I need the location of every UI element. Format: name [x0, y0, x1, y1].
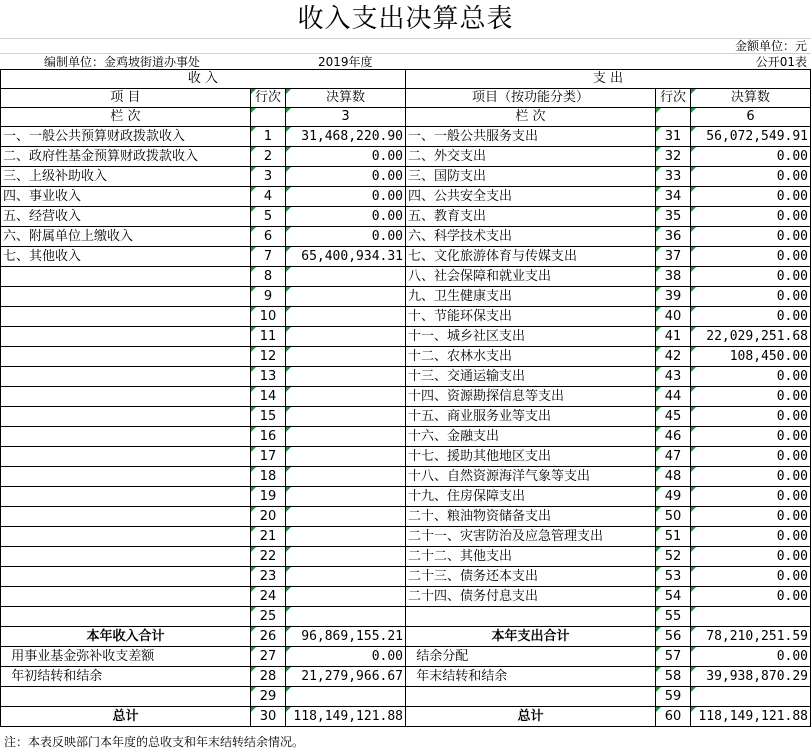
col-header-item: 项 目 [1, 89, 251, 108]
expense-item: 年末结转和结余 [406, 667, 656, 687]
income-amount [286, 347, 406, 367]
income-line-no: 21 [251, 527, 286, 547]
col-header-exp-line: 行次 [656, 89, 691, 108]
col-header-exp-amount: 决算数 [691, 89, 811, 108]
expense-amount: 0.00 [691, 447, 811, 467]
table-row [1, 167, 811, 187]
income-item: 二、政府性基金预算财政拨款收入 [1, 147, 251, 167]
expense-line-no: 45 [656, 407, 691, 427]
expense-amount: 0.00 [691, 227, 811, 247]
income-line-no: 5 [251, 207, 286, 227]
summary-row [1, 627, 811, 647]
expense-item: 结余分配 [406, 647, 656, 667]
expense-line-no: 38 [656, 267, 691, 287]
column-row-exp-col: 6 [691, 108, 811, 127]
income-amount: 0.00 [286, 207, 406, 227]
expense-amount: 0.00 [691, 207, 811, 227]
expense-amount: 0.00 [691, 167, 811, 187]
expense-line-no: 31 [656, 127, 691, 147]
table-row [1, 327, 811, 347]
income-item: 年初结转和结余 [1, 667, 251, 687]
table-row [1, 527, 811, 547]
income-amount [286, 287, 406, 307]
expense-amount: 0.00 [691, 507, 811, 527]
expense-amount: 0.00 [691, 267, 811, 287]
expense-line-no: 50 [656, 507, 691, 527]
expense-amount: 118,149,121.88 [691, 707, 811, 727]
expense-amount: 0.00 [691, 527, 811, 547]
income-amount: 65,400,934.31 [286, 247, 406, 267]
expense-line-no: 33 [656, 167, 691, 187]
expense-amount: 0.00 [691, 567, 811, 587]
expense-item: 本年支出合计 [406, 627, 656, 647]
expense-line-no: 44 [656, 387, 691, 407]
expense-item: 八、社会保障和就业支出 [406, 267, 656, 287]
expense-item: 十七、援助其他地区支出 [406, 447, 656, 467]
income-item: 本年收入合计 [1, 627, 251, 647]
col-header-amount: 决算数 [286, 89, 406, 108]
table-row [1, 487, 811, 507]
summary-row [1, 647, 811, 667]
income-amount: 96,869,155.21 [286, 627, 406, 647]
expense-amount: 0.00 [691, 407, 811, 427]
income-amount [286, 567, 406, 587]
income-item [1, 307, 251, 327]
income-line-no: 23 [251, 567, 286, 587]
expense-line-no: 51 [656, 527, 691, 547]
income-line-no: 19 [251, 487, 286, 507]
income-amount [286, 487, 406, 507]
table-row [1, 427, 811, 447]
income-amount [286, 547, 406, 567]
expense-item: 二十、粮油物资储备支出 [406, 507, 656, 527]
expense-amount [691, 687, 811, 707]
expense-amount: 0.00 [691, 387, 811, 407]
income-line-no: 11 [251, 327, 286, 347]
income-amount [286, 587, 406, 607]
expense-line-no: 47 [656, 447, 691, 467]
expense-amount: 108,450.00 [691, 347, 811, 367]
income-amount [286, 367, 406, 387]
expense-line-no: 53 [656, 567, 691, 587]
income-amount: 31,468,220.90 [286, 127, 406, 147]
income-item [1, 507, 251, 527]
income-line-no: 28 [251, 667, 286, 687]
expense-item: 九、卫生健康支出 [406, 287, 656, 307]
expense-item: 十四、资源勘探信息等支出 [406, 387, 656, 407]
income-line-no: 8 [251, 267, 286, 287]
income-amount: 0.00 [286, 227, 406, 247]
income-item: 三、上级补助收入 [1, 167, 251, 187]
income-item [1, 587, 251, 607]
table-row [1, 387, 811, 407]
income-line-no: 17 [251, 447, 286, 467]
income-item [1, 547, 251, 567]
footnote: 注：本表反映部门本年度的总收支和年末结转结余情况。 [4, 735, 305, 749]
table-row [1, 507, 811, 527]
income-line-no: 30 [251, 707, 286, 727]
table-row [1, 247, 811, 267]
expense-amount: 0.00 [691, 147, 811, 167]
income-header: 收 入 [1, 70, 406, 89]
expense-line-no: 54 [656, 587, 691, 607]
expense-amount: 0.00 [691, 547, 811, 567]
expense-line-no: 46 [656, 427, 691, 447]
expense-item: 二十二、其他支出 [406, 547, 656, 567]
income-line-no: 4 [251, 187, 286, 207]
expense-item: 六、科学技术支出 [406, 227, 656, 247]
expense-line-no: 55 [656, 607, 691, 627]
expense-line-no: 48 [656, 467, 691, 487]
table-row [1, 367, 811, 387]
expense-line-no: 52 [656, 547, 691, 567]
expense-amount: 0.00 [691, 287, 811, 307]
income-amount [286, 307, 406, 327]
expense-line-no: 35 [656, 207, 691, 227]
income-amount [286, 387, 406, 407]
income-item [1, 387, 251, 407]
table-row [1, 207, 811, 227]
expense-item: 七、文化旅游体育与传媒支出 [406, 247, 656, 267]
income-item [1, 327, 251, 347]
expense-item: 十八、自然资源海洋气象等支出 [406, 467, 656, 487]
expense-amount: 0.00 [691, 467, 811, 487]
income-amount [286, 507, 406, 527]
income-item: 用事业基金弥补收支差额 [1, 647, 251, 667]
income-expense-table [0, 69, 811, 727]
expense-item: 十九、住房保障支出 [406, 487, 656, 507]
income-line-no: 18 [251, 467, 286, 487]
income-line-no: 3 [251, 167, 286, 187]
table-row [1, 307, 811, 327]
income-line-no: 13 [251, 367, 286, 387]
table-row [1, 287, 811, 307]
income-item [1, 687, 251, 707]
column-row-label: 栏 次 [1, 108, 251, 127]
expense-amount: 0.00 [691, 587, 811, 607]
expense-item: 十一、城乡社区支出 [406, 327, 656, 347]
page-title: 收入支出决算总表 [297, 4, 514, 34]
expense-amount: 0.00 [691, 187, 811, 207]
table-row [1, 547, 811, 567]
income-amount [286, 687, 406, 707]
income-line-no: 25 [251, 607, 286, 627]
expense-item [406, 687, 656, 707]
income-amount: 0.00 [286, 187, 406, 207]
sheet-gridline [0, 38, 811, 39]
expense-line-no: 42 [656, 347, 691, 367]
expense-line-no: 36 [656, 227, 691, 247]
expense-line-no: 37 [656, 247, 691, 267]
table-row [1, 347, 811, 367]
table-row [1, 607, 811, 627]
income-line-no: 16 [251, 427, 286, 447]
expense-amount: 0.00 [691, 647, 811, 667]
income-line-no: 26 [251, 627, 286, 647]
income-item: 一、一般公共预算财政拨款收入 [1, 127, 251, 147]
expense-line-no: 40 [656, 307, 691, 327]
expense-amount: 78,210,251.59 [691, 627, 811, 647]
income-line-no: 9 [251, 287, 286, 307]
summary-row [1, 667, 811, 687]
income-item [1, 407, 251, 427]
income-amount [286, 327, 406, 347]
income-amount: 0.00 [286, 147, 406, 167]
income-amount [286, 527, 406, 547]
income-item [1, 287, 251, 307]
col-header-exp-item: 项目（按功能分类） [406, 89, 656, 108]
income-line-no: 10 [251, 307, 286, 327]
income-item: 六、附属单位上缴收入 [1, 227, 251, 247]
income-line-no: 15 [251, 407, 286, 427]
income-item [1, 487, 251, 507]
expense-item: 十二、农林水支出 [406, 347, 656, 367]
expense-item: 十五、商业服务业等支出 [406, 407, 656, 427]
income-amount [286, 427, 406, 447]
expense-item: 二、外交支出 [406, 147, 656, 167]
expense-item: 三、国防支出 [406, 167, 656, 187]
table-row [1, 127, 811, 147]
income-amount [286, 267, 406, 287]
expense-item: 总计 [406, 707, 656, 727]
summary-row [1, 687, 811, 707]
table-row [1, 147, 811, 167]
expense-amount: 0.00 [691, 307, 811, 327]
income-line-no: 14 [251, 387, 286, 407]
income-amount: 118,149,121.88 [286, 707, 406, 727]
income-amount [286, 607, 406, 627]
expense-line-no: 41 [656, 327, 691, 347]
expense-line-no: 59 [656, 687, 691, 707]
expense-amount: 22,029,251.68 [691, 327, 811, 347]
unit-label: 金额单位：元 [734, 39, 807, 53]
income-item [1, 567, 251, 587]
income-item: 总计 [1, 707, 251, 727]
expense-line-no: 34 [656, 187, 691, 207]
income-line-no: 27 [251, 647, 286, 667]
expense-amount: 0.00 [691, 247, 811, 267]
column-row-exp-line [656, 108, 691, 127]
income-item [1, 427, 251, 447]
expense-amount: 56,072,549.91 [691, 127, 811, 147]
column-row-inc-col: 3 [286, 108, 406, 127]
expense-line-no: 49 [656, 487, 691, 507]
expense-line-no: 32 [656, 147, 691, 167]
expense-item: 五、教育支出 [406, 207, 656, 227]
income-line-no: 20 [251, 507, 286, 527]
expense-amount: 0.00 [691, 487, 811, 507]
table-row [1, 467, 811, 487]
year-label: 2019年度 [318, 55, 373, 69]
table-row [1, 227, 811, 247]
income-item: 七、其他收入 [1, 247, 251, 267]
expense-item: 十六、金融支出 [406, 427, 656, 447]
income-line-no: 24 [251, 587, 286, 607]
expense-item: 二十三、债务还本支出 [406, 567, 656, 587]
table-row [1, 567, 811, 587]
table-row [1, 407, 811, 427]
income-line-no: 6 [251, 227, 286, 247]
income-item [1, 347, 251, 367]
expense-amount: 0.00 [691, 367, 811, 387]
table-row [1, 267, 811, 287]
income-item [1, 367, 251, 387]
table-row [1, 187, 811, 207]
table-row [1, 447, 811, 467]
column-row-exp-label: 栏 次 [406, 108, 656, 127]
expense-amount: 0.00 [691, 427, 811, 447]
expense-item: 二十四、债务付息支出 [406, 587, 656, 607]
income-line-no: 1 [251, 127, 286, 147]
column-row-line [251, 108, 286, 127]
expense-item [406, 607, 656, 627]
income-line-no: 22 [251, 547, 286, 567]
expense-line-no: 39 [656, 287, 691, 307]
expense-amount: 39,938,870.29 [691, 667, 811, 687]
org-label: 编制单位：金鸡坡街道办事处 [44, 55, 201, 69]
expense-item: 一、一般公共服务支出 [406, 127, 656, 147]
income-line-no: 12 [251, 347, 286, 367]
income-item [1, 267, 251, 287]
expense-amount [691, 607, 811, 627]
expense-line-no: 60 [656, 707, 691, 727]
income-amount [286, 467, 406, 487]
expense-line-no: 56 [656, 627, 691, 647]
income-line-no: 7 [251, 247, 286, 267]
income-amount: 0.00 [286, 647, 406, 667]
income-item [1, 447, 251, 467]
expense-item: 十、节能环保支出 [406, 307, 656, 327]
expense-header: 支 出 [406, 70, 811, 89]
expense-line-no: 57 [656, 647, 691, 667]
table-row [1, 587, 811, 607]
income-amount [286, 407, 406, 427]
income-item [1, 527, 251, 547]
income-amount: 0.00 [286, 167, 406, 187]
income-amount [286, 447, 406, 467]
income-item [1, 467, 251, 487]
expense-item: 四、公共安全支出 [406, 187, 656, 207]
income-item: 五、经营收入 [1, 207, 251, 227]
summary-row [1, 707, 811, 727]
expense-item: 二十一、灾害防治及应急管理支出 [406, 527, 656, 547]
expense-line-no: 58 [656, 667, 691, 687]
income-item [1, 607, 251, 627]
expense-item: 十三、交通运输支出 [406, 367, 656, 387]
col-header-line: 行次 [251, 89, 286, 108]
income-amount: 21,279,966.67 [286, 667, 406, 687]
income-line-no: 2 [251, 147, 286, 167]
expense-line-no: 43 [656, 367, 691, 387]
form-code: 公开01表 [755, 55, 807, 69]
income-line-no: 29 [251, 687, 286, 707]
income-item: 四、事业收入 [1, 187, 251, 207]
